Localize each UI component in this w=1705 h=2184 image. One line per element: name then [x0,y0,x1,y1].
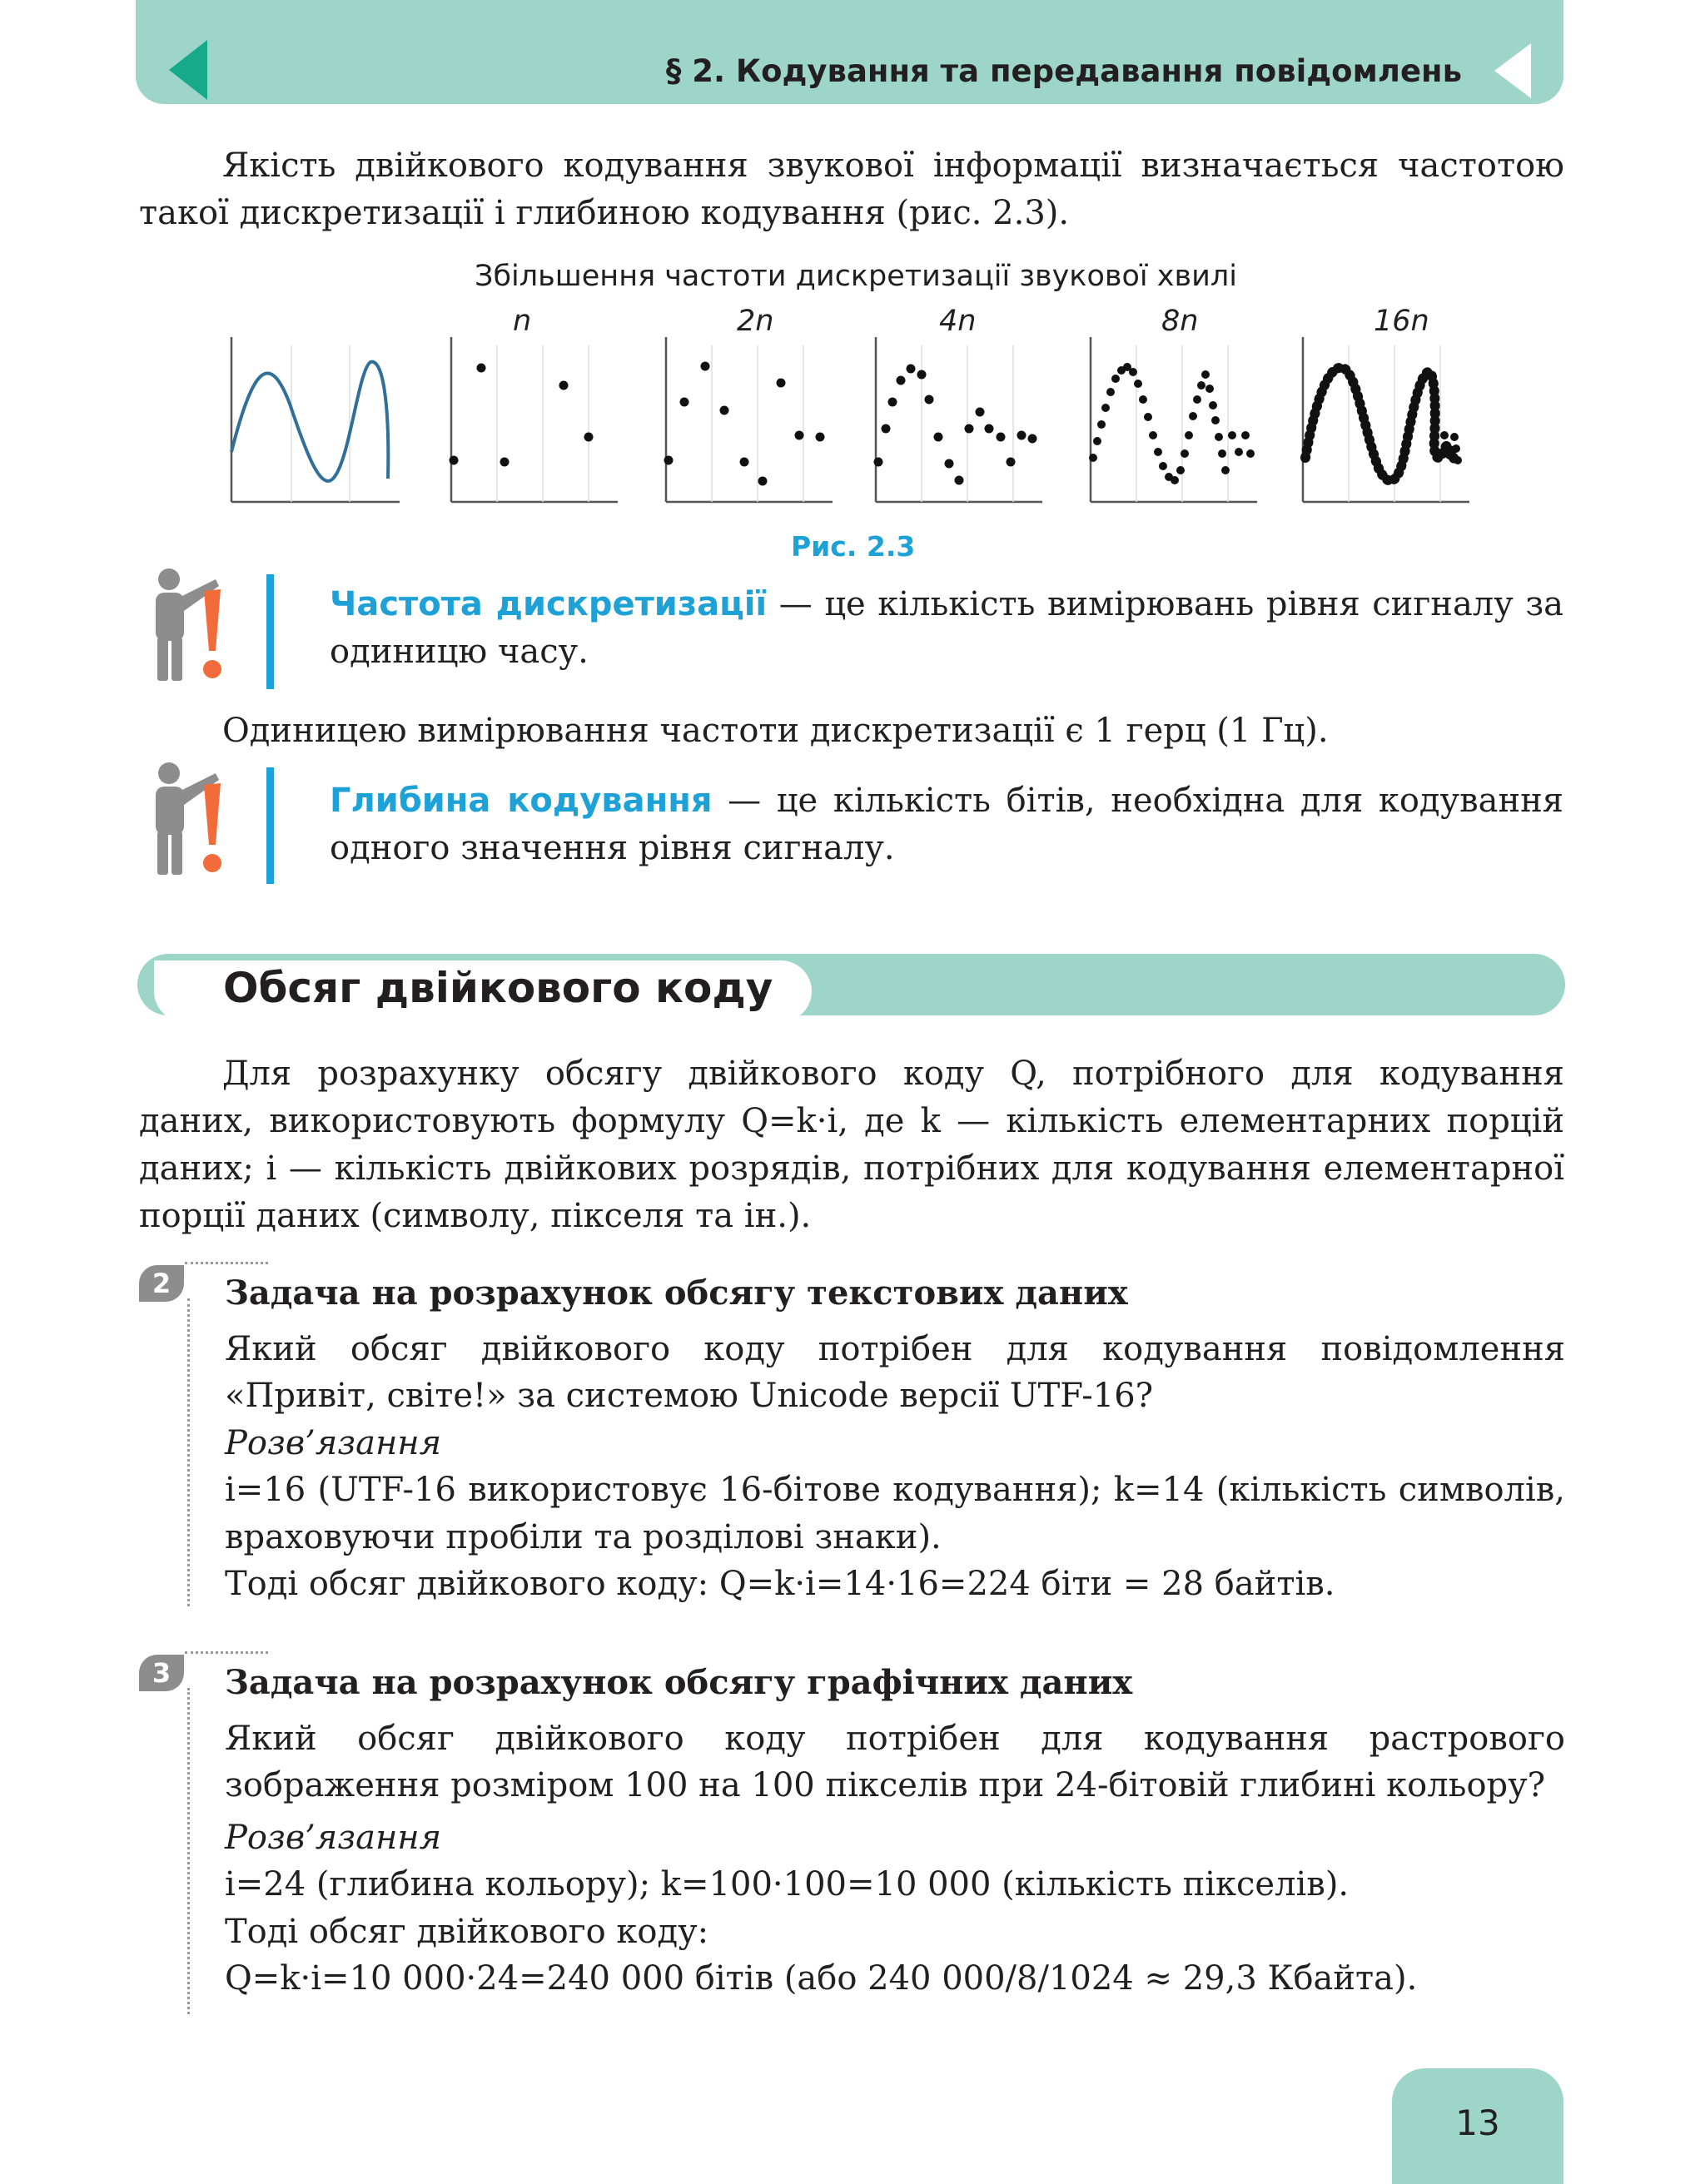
task-2-rule [187,1298,190,1606]
panel-2n [664,337,833,502]
next-page-arrow-icon[interactable] [1494,43,1531,98]
task-3-solution-line-1: i=24 (глибина кольору); k=100·100=10 000 (кількість пікселів). [225,1865,1350,1904]
definition-1: Частота дискретизації — це кількість вимірювань рівня сигналу за одиницю часу. [330,585,1564,671]
task-2-solution-line-2: Тоді обсяг двійкового коду: Q=k·i=14·16=224 біти = 28 байтів. [225,1565,1335,1603]
task-3-badge: 3 [139,1655,184,1691]
figure-label-2n: 2n [737,305,774,338]
section-paragraph: Для розрахунку обсягу двійкового коду Q, потрібного для кодування даних, використовують формулу Q=k·i, де k — кількість елементарних порцій даних; i — кількість двійкових розрядів, потрібних для кодування елементарної порції даних (символу, пікселя та ін.). [139,1055,1564,1235]
panel-8n [1089,337,1257,502]
section-title: Обсяг двійкового коду [223,964,773,1012]
unit-sentence: Одиницею вимірювання частоти дискретизації є 1 герц (1 Гц). [222,712,1329,750]
task-2-heading: Задача на розрахунок обсягу текстових даних [225,1273,1128,1313]
panel-4n [874,337,1043,502]
figure-label-n: n [513,305,532,338]
task-2-solution-label: Розв’язання [225,1423,442,1462]
task-3-solution-line-2: Тоді обсяг двійкового коду: [225,1912,709,1951]
task-2-solution-line-1: i=16 (UTF-16 використовує 16-бітове кодування); k=14 (кількість символів, враховуючи пробіли та розділові знаки). [225,1471,1565,1556]
term-sampling-frequency: Частота дискретизації [330,585,768,623]
person-exclamation-icon [144,762,236,878]
figure-caption: Рис. 2.3 [791,530,916,563]
figure-label-4n: 4n [939,305,977,338]
task-2-badge: 2 [139,1265,184,1302]
panel-n [450,337,619,502]
task-3-heading: Задача на розрахунок обсягу графічних даних [225,1663,1133,1702]
task-3-solution-label: Розв’язання [225,1818,442,1857]
task-3-solution-line-3: Q=k·i=10 000·24=240 000 бітів (або 240 000/8/1024 ≈ 29,3 Кбайта). [225,1959,1418,1998]
figure-title: Збільшення частоти дискретизації звукової хвилі [475,260,1237,293]
intro-paragraph: Якість двійкового кодування звукової інформації визначається частотою такої дискретизації і глибиною кодування (рис. 2.3). [139,146,1564,232]
task-3 [225,1660,1565,2003]
chapter-title: § 2. Кодування та передавання повідомлень [665,53,1462,89]
person-exclamation-icon [144,568,236,684]
task-2-divider [185,1262,268,1264]
panel-continuous-wave [231,337,400,502]
figure-label-16n: 16n [1374,305,1429,338]
prev-page-arrow-icon[interactable] [169,40,207,100]
page-number: 13 [1455,2102,1500,2143]
task-3-rule [187,1688,190,2014]
task-2 [225,1270,1565,1608]
term-coding-depth: Глибина кодування [330,782,713,820]
figure-label-8n: 8n [1161,305,1199,338]
sampling-figure [225,337,1482,508]
task-3-divider [185,1651,268,1654]
panel-16n [1303,337,1469,502]
task-2-question: Який обсяг двійкового коду потрібен для кодування повідомлення «Привіт, світе!» за системою Unicode версії UTF-16? [225,1329,1565,1415]
task-3-question: Який обсяг двійкового коду потрібен для кодування растрового зображення розміром 100 на 100 пікселів при 24-бітовій глибині кольору? [225,1719,1565,1804]
definition-2-bar [266,767,274,884]
definition-2: Глибина кодування — це кількість бітів, необхідна для кодування одного значення рівня сигналу. [330,782,1564,867]
definition-1-bar [266,574,274,689]
